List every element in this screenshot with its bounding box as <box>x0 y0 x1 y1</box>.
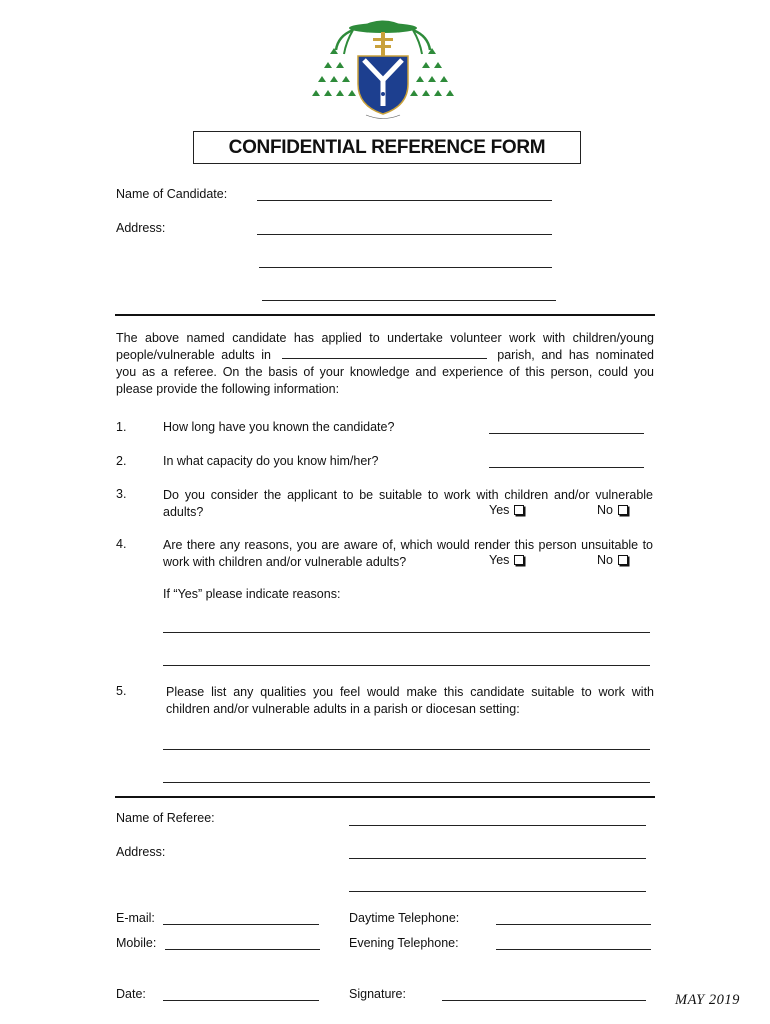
section-divider <box>115 314 655 316</box>
question-4-text: Are there any reasons, you are aware of, which would render this person unsuitable to work with children and/or vulnerable adults? <box>163 538 653 569</box>
question-2-text: In what capacity do you know him/her? <box>163 454 379 468</box>
mobile-label: Mobile: <box>116 936 157 950</box>
question-3-no-option[interactable] <box>597 503 628 517</box>
intro-paragraph <box>116 330 654 398</box>
question-4-yes-option[interactable] <box>489 553 524 567</box>
checkbox-icon[interactable] <box>618 505 628 515</box>
reasons-line-1[interactable] <box>163 632 650 633</box>
referee-name-label: Name of Referee: <box>116 811 215 825</box>
qualities-line-1[interactable] <box>163 749 650 750</box>
question-1-number: 1. <box>116 420 127 434</box>
mobile-field[interactable] <box>165 949 320 950</box>
yes-label: Yes <box>489 553 510 567</box>
candidate-address-line-1[interactable] <box>257 234 552 235</box>
question-1-text: How long have you known the candidate? <box>163 420 395 434</box>
question-3-number: 3. <box>116 487 127 501</box>
daytime-phone-field[interactable] <box>496 924 651 925</box>
no-label: No <box>597 503 613 517</box>
question-4-number: 4. <box>116 537 127 551</box>
section-divider <box>115 796 655 798</box>
signature-field[interactable] <box>442 1000 646 1001</box>
candidate-name-label: Name of Candidate: <box>116 187 228 201</box>
candidate-address-line-2[interactable] <box>259 267 552 268</box>
date-label: Date: <box>116 987 146 1001</box>
question-5-text: Please list any qualities you feel would make this candidate suitable to work with children and/or vulnerable adults in a parish or diocesan setting: <box>166 685 654 716</box>
intro-text-part2: parish, and has nominated you as a referee. On the basis of your knowledge and experience of this person, could you please provide the following information: <box>116 348 654 396</box>
referee-name-field[interactable] <box>349 825 646 826</box>
question-1-answer-field[interactable] <box>489 433 644 434</box>
question-5-number: 5. <box>116 684 127 698</box>
yes-label: Yes <box>489 503 510 517</box>
form-version-date: MAY 2019 <box>675 992 740 1008</box>
date-field[interactable] <box>163 1000 319 1001</box>
email-label: E-mail: <box>116 911 155 925</box>
qualities-line-2[interactable] <box>163 782 650 783</box>
question-3-text: Do you consider the applicant to be suitable to work with children and/or vulnerable adults? <box>163 488 653 519</box>
no-label: No <box>597 553 613 567</box>
referee-address-line-2[interactable] <box>349 891 646 892</box>
question-2-answer-field[interactable] <box>489 467 644 468</box>
referee-address-label: Address: <box>116 845 166 859</box>
candidate-address-line-3[interactable] <box>262 300 556 301</box>
checkbox-icon[interactable] <box>514 505 524 515</box>
reasons-line-2[interactable] <box>163 665 650 666</box>
form-title: CONFIDENTIAL REFERENCE FORM <box>193 131 581 164</box>
parish-name-field[interactable] <box>282 357 487 359</box>
question-3-yes-option[interactable] <box>489 503 524 517</box>
evening-phone-field[interactable] <box>496 949 651 950</box>
signature-label: Signature: <box>349 987 406 1001</box>
evening-phone-label: Evening Telephone: <box>349 936 459 950</box>
intro-text-part1: The above named candidate has applied to undertake volunteer work with children/young people/vulnerable adults in <box>116 331 654 362</box>
diocese-crest-icon <box>308 14 458 122</box>
email-field[interactable] <box>163 924 319 925</box>
referee-address-line-1[interactable] <box>349 858 646 859</box>
checkbox-icon[interactable] <box>514 555 524 565</box>
daytime-phone-label: Daytime Telephone: <box>349 911 460 925</box>
candidate-name-field[interactable] <box>257 200 552 201</box>
question-4-no-option[interactable] <box>597 553 628 567</box>
reasons-label: If “Yes” please indicate reasons: <box>163 587 341 601</box>
question-2-number: 2. <box>116 454 127 468</box>
checkbox-icon[interactable] <box>618 555 628 565</box>
candidate-address-label: Address: <box>116 221 166 235</box>
